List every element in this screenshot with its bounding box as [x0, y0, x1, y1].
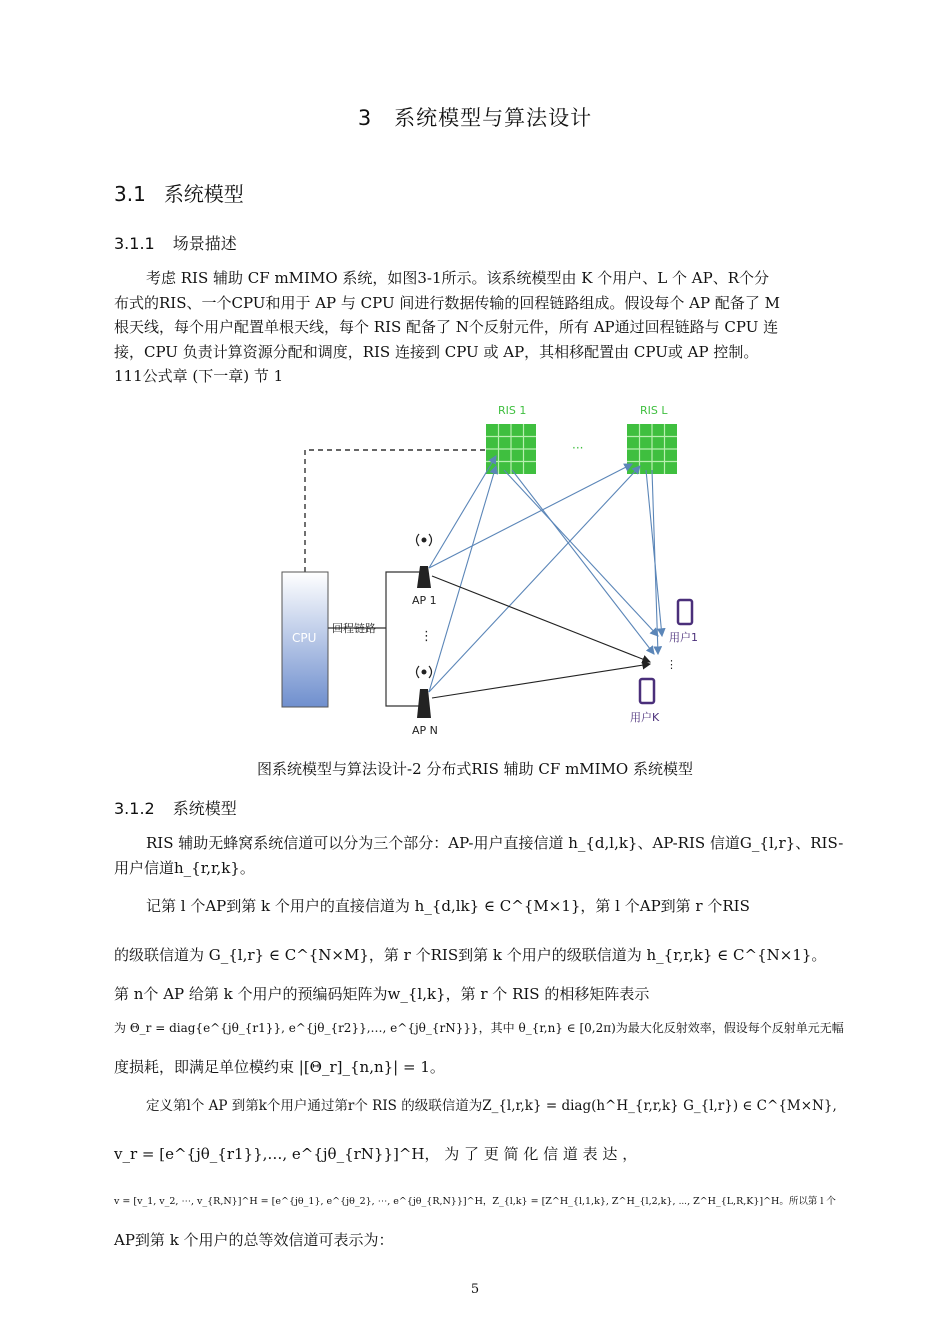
para1-line1: 考虑 RIS 辅助 CF mMIMO 系统，如图3-1所示。该系统模型由 K 个用户、L 个 AP、R个分	[146, 269, 770, 287]
para3-line3: 第 n个 AP 给第 k 个用户的预编码矩阵为w_{l,k}，第 r 个 RIS 的相移矩阵表示	[114, 985, 650, 1003]
para4-line3: v = [v_1, v_2, ⋯, v_{R,N}]^H = [e^{jθ_1}, e^{jθ_2}, ⋯, e^{jθ_{R,N}}]^H，Z_{l,k} = [Z^H_{l,1,k}, Z^H_{l,2,k}, ⋯, Z^H_{L,R,K}]^H。所以第 l 个	[114, 1196, 836, 1207]
figure-caption: 图系统模型与算法设计-2 分布式RIS 辅助 CF mMIMO 系统模型	[257, 760, 693, 778]
system-model-figure	[274, 396, 714, 746]
backhaul-label: 回程链路	[332, 622, 376, 635]
chapter-title: 3 系统模型与算法设计	[357, 106, 593, 130]
section-heading	[114, 178, 244, 207]
para4-line4: AP到第 k 个用户的总等效信道可表示为：	[114, 1231, 394, 1249]
para1-line5: 111公式章 (下一章) 节 1	[114, 367, 284, 385]
para1-line3: 根天线，每个用户配置单根天线，每个 RIS 配备了 N个反射元件，所有 AP通过回程链路与 CPU 连	[114, 318, 779, 336]
para3-line2: 的级联信道为 G_{l,r} ∈ C^{N×M}，第 r 个RIS到第 k 个用户的级联信道为 h_{r,r,k} ∈ C^{N×1}。	[114, 946, 827, 964]
subsection-title: 系统模型	[172, 799, 237, 818]
apN-label: AP N	[412, 724, 438, 737]
risL-panel	[627, 424, 677, 474]
para2-line1: RIS 辅助无蜂窝系统信道可以分为三个部分：AP-用户直接信道 h_{d,l,k}、AP-RIS 信道G_{l,r}、RIS-	[146, 834, 844, 852]
user1-label: 用户1	[669, 631, 698, 644]
para3-line5: 度损耗，即满足单位模约束 |[Θ_r]_{n,n}| = 1。	[114, 1058, 445, 1076]
cpu-ris-dashed-link	[305, 450, 486, 572]
userK-phone-icon	[640, 679, 654, 703]
subsection-heading-2	[114, 796, 237, 819]
subsection-number: 3.1.2	[114, 799, 155, 818]
para1-line4: 接，CPU 负责计算资源分配和调度，RIS 连接到 CPU 或 AP，其相移配置由 CPU或 AP 控制。	[114, 342, 759, 361]
para4-line2: v_r = [e^{jθ_{r1}},…, e^{jθ_{rN}}]^H， 为 了 更 简 化 信 道 表 达 ，	[114, 1145, 638, 1163]
ap1-label: AP 1	[412, 594, 437, 607]
para4-line1: 定义第l个 AP 到第k个用户通过第r个 RIS 的级联信道为Z_{l,r,k} = diag(h^H_{r,r,k} G_{l,r}) ∈ C^{M×N},	[146, 1098, 837, 1114]
ris1-panel	[486, 424, 536, 474]
section-title: 系统模型	[163, 182, 244, 206]
para3-line4: 为 Θ_r = diag{e^{jθ_{r1}}, e^{jθ_{r2}},…, e^{jθ_{rN}}}，其中 θ_{r,n} ∈ [0,2π)为最大化反射效率，假设每个反射单元无幅	[114, 1021, 844, 1035]
para3-line1: 记第 l 个AP到第 k 个用户的直接信道为 h_{d,lk} ∈ C^{M×1}，第 l 个AP到第 r 个RIS	[146, 897, 750, 915]
para1-line2: 布式的RIS、一个CPU和用于 AP 与 CPU 间进行数据传输的回程链路组成。假设每个 AP 配备了 M	[114, 293, 780, 312]
risL-label: RIS L	[640, 404, 668, 417]
ap-vdots: ⋮	[420, 629, 433, 644]
ap1-antenna-icon	[417, 534, 432, 588]
para2-line2: 用户信道h_{r,r,k}。	[114, 858, 255, 877]
ris1-label: RIS 1	[498, 404, 527, 417]
subsection-title: 场景描述	[172, 234, 237, 253]
page-number: 5	[470, 1282, 480, 1297]
subsection-number: 3.1.1	[114, 234, 155, 253]
section-number: 3.1	[114, 182, 146, 206]
subsection-heading-1	[114, 231, 237, 254]
paragraph-scene-description	[114, 266, 860, 389]
cpu-label: CPU	[292, 631, 317, 645]
user1-phone-icon	[678, 600, 692, 624]
userK-label: 用户K	[630, 711, 660, 724]
ris-dots: ···	[572, 441, 584, 455]
user-dots: ⋮	[666, 658, 677, 671]
paragraph-channel-parts	[114, 831, 860, 880]
backhaul-bracket	[386, 572, 423, 706]
